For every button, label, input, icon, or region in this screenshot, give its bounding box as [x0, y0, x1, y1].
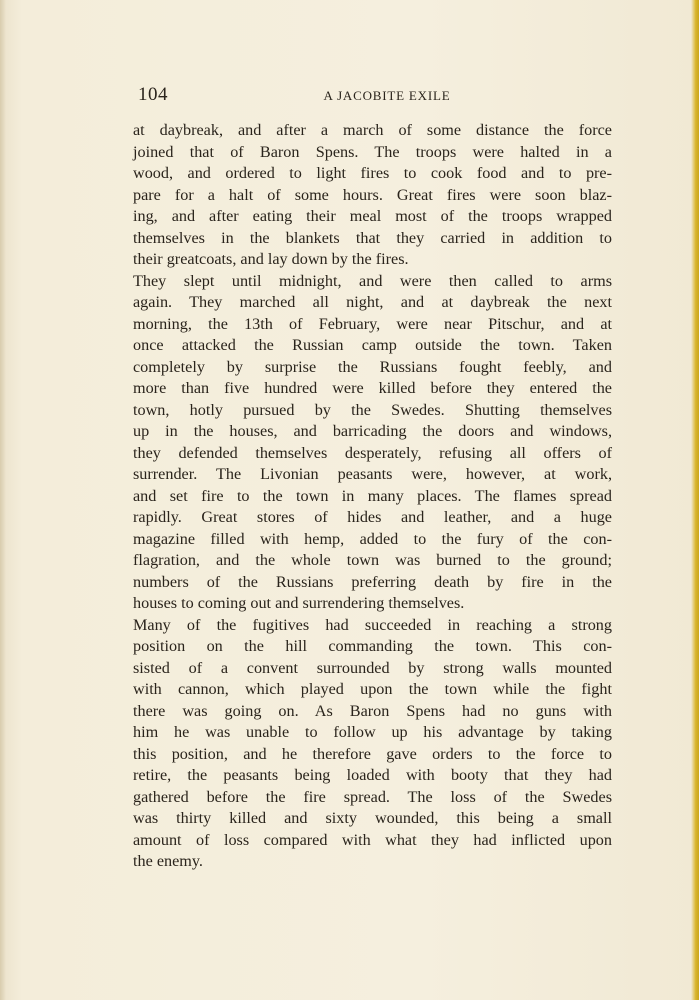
text-line: themselves in the blankets that they carried in addition to — [133, 228, 612, 247]
text-line: town, hotly pursued by the Swedes. Shutting themselves — [133, 400, 612, 419]
text-line: him he was unable to follow up his advantage by taking — [133, 723, 612, 741]
text-line: ing, and after eating their meal most of the troops wrapped — [133, 207, 612, 225]
page-right-edge — [691, 0, 699, 1000]
text-line: Many of the fugitives had succeeded in reaching a strong — [133, 615, 612, 634]
page-left-edge — [0, 0, 6, 1000]
text-line: flagration, and the whole town was burned to the ground; — [133, 551, 612, 569]
text-line: there was going on. As Baron Spens had no guns with — [133, 701, 612, 720]
text-line: numbers of the Russians preferring death by fire in the — [133, 572, 612, 591]
text-line: gathered before the fire spread. The loss of the Swedes — [133, 787, 612, 806]
text-line: with cannon, which played upon the town while the fight — [133, 680, 612, 698]
text-line: completely by surprise the Russians fought feebly, and — [133, 357, 612, 376]
text-line: they defended themselves desperately, refusing all offers of — [133, 443, 612, 462]
text-line: was thirty killed and sixty wounded, this being a small — [133, 809, 612, 827]
text-line: magazine filled with hemp, added to the fury of the con- — [133, 529, 612, 548]
text-line: their greatcoats, and lay down by the fires. — [133, 250, 409, 268]
text-line: They slept until midnight, and were then called to arms — [133, 271, 612, 290]
page-number: 104 — [138, 84, 168, 105]
text-line: position on the hill commanding the town. This con- — [133, 637, 612, 655]
text-line: sisted of a convent surrounded by strong walls mounted — [133, 658, 612, 677]
text-line: at daybreak, and after a march of some distance the force — [133, 121, 612, 139]
text-line: once attacked the Russian camp outside the town. Taken — [133, 336, 612, 354]
text-line: morning, the 13th of February, were near Pitschur, and at — [133, 314, 612, 333]
text-line: houses to coming out and surrendering themselves. — [133, 594, 465, 612]
text-line: again. They marched all night, and at daybreak the next — [133, 293, 612, 311]
text-line: retire, the peasants being loaded with booty that they had — [133, 766, 612, 784]
text-line: this position, and he therefore gave orders to the force to — [133, 744, 612, 763]
text-line: wood, and ordered to light fires to cook food and to pre- — [133, 164, 612, 182]
text-line: and set fire to the town in many places. The flames spread — [133, 486, 612, 505]
text-line: rapidly. Great stores of hides and leather, and a huge — [133, 508, 612, 526]
text-line: pare for a halt of some hours. Great fires were soon blaz- — [133, 185, 612, 204]
body-text — [133, 120, 612, 873]
text-line: amount of loss compared with what they had inflicted upon — [133, 830, 612, 849]
running-head: A JACOBITE EXILE — [323, 88, 451, 103]
text-line: joined that of Baron Spens. The troops were halted in a — [133, 142, 612, 161]
text-line: surrender. The Livonian peasants were, however, at work, — [133, 465, 612, 483]
page-header — [138, 84, 612, 108]
text-line: up in the houses, and barricading the doors and windows, — [133, 422, 612, 440]
text-line: the enemy. — [133, 852, 203, 870]
text-line: more than five hundred were killed before they entered the — [133, 379, 612, 397]
